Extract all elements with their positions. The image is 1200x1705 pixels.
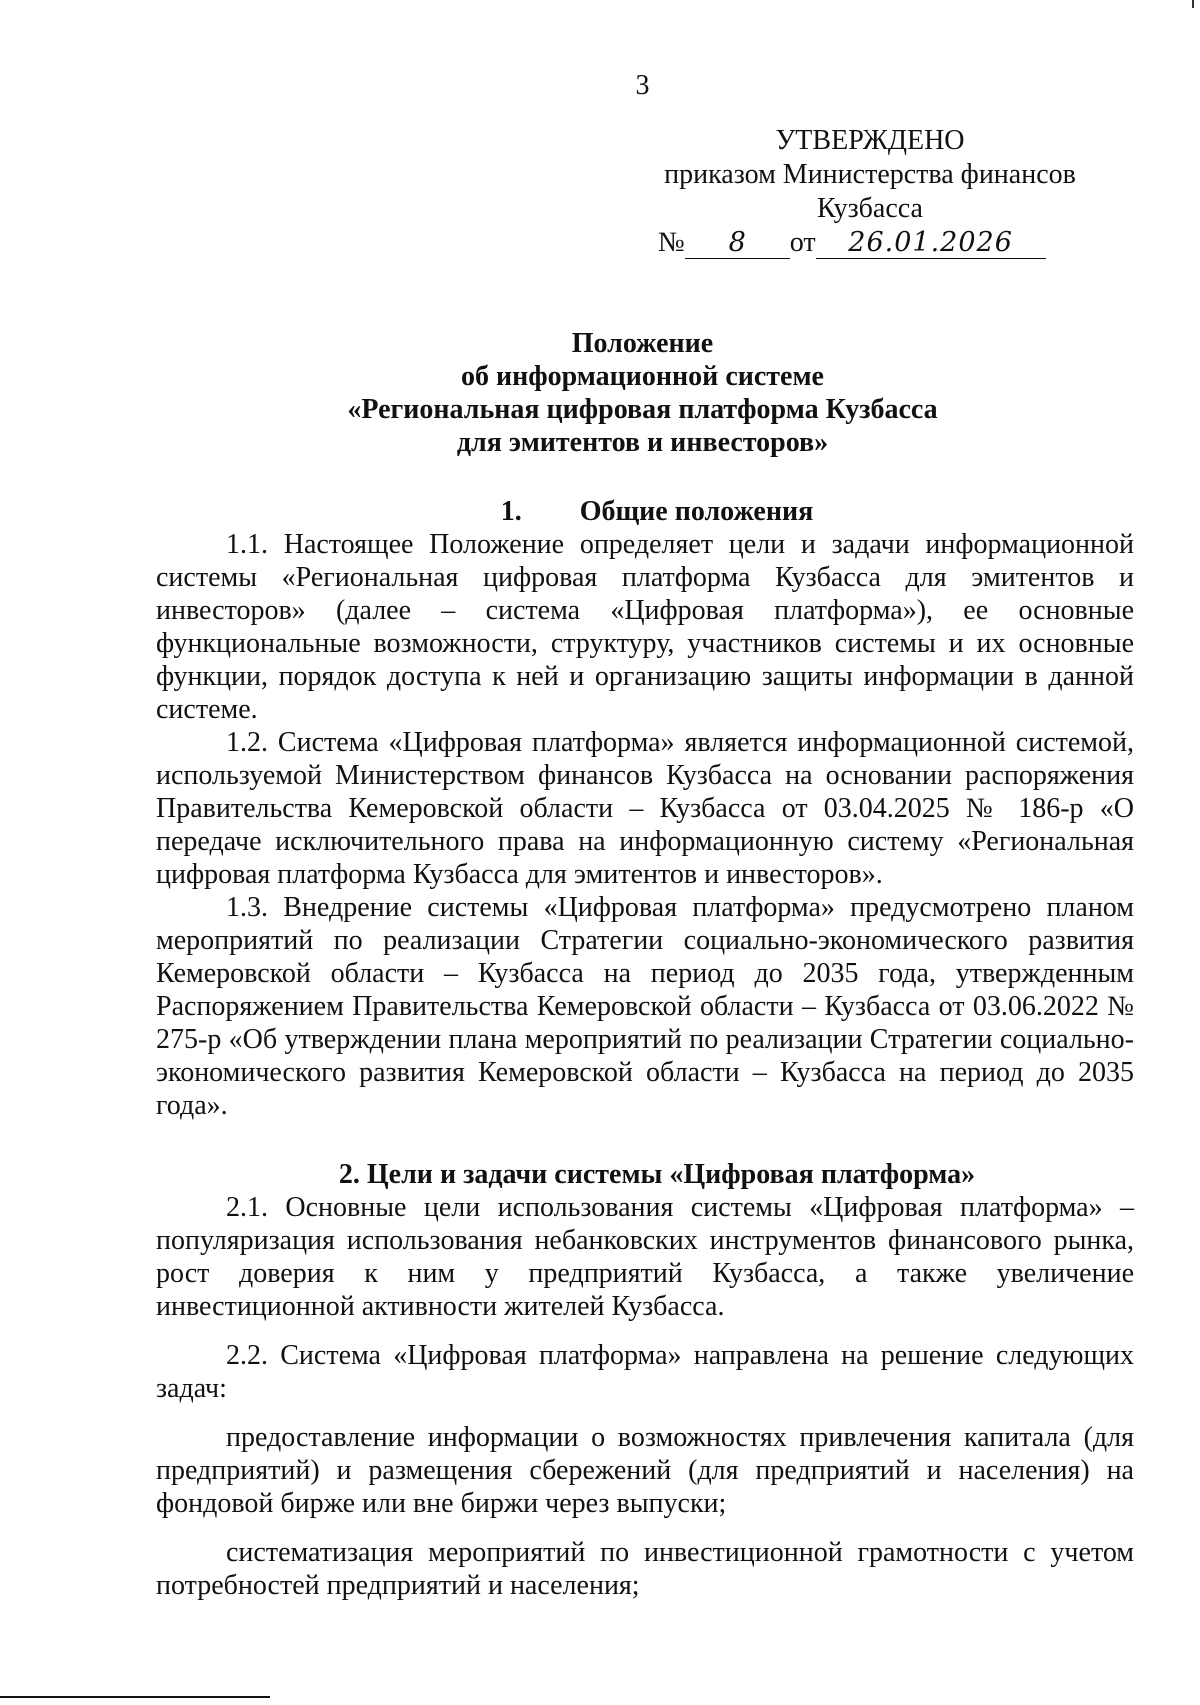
- handwritten-order-date: 26.01.2026: [816, 228, 1046, 259]
- document-body: [156, 495, 1134, 1602]
- date-label: от: [789, 227, 816, 258]
- document-title: [150, 327, 1135, 459]
- paragraph-1-2: 1.2. Система «Цифровая платформа» является информационной системой, используемой Министерством финансов Кузбасса на основании распоряжения Правительства Кемеровской области – Кузбасса от 03.04.2025 № 186-р «О передаче исключительного права на информационную систему «Региональная цифровая платформа Кузбасса для эмитентов и инвесторов».: [156, 727, 1134, 890]
- approval-number-row: [658, 226, 1090, 260]
- paragraph-2-1: 2.1. Основные цели использования системы «Цифровая платформа» – популяризация использования небанковских инструментов финансового рынка, рост доверия к ним у предприятий Кузбасса, а также увеличение инвестиционной активности жителей Кузбасса.: [156, 1192, 1134, 1322]
- approval-heading: УТВЕРЖДЕНО: [775, 125, 965, 156]
- section-2-heading: [156, 1158, 1134, 1191]
- approval-block: [650, 124, 1090, 260]
- title-line-2: об информационной системе: [460, 361, 824, 392]
- approval-line-ministry: Кузбасса: [817, 193, 923, 224]
- scan-corner-mark: [1192, 0, 1194, 8]
- section-1-heading: [156, 495, 1134, 528]
- bottom-divider: [0, 1696, 270, 1698]
- section-1-number: 1.: [500, 496, 522, 527]
- paragraph-1-1: 1.1. Настоящее Положение определяет цели и задачи информационной системы «Региональная цифровая платформа Кузбасса для эмитентов и инвесторов» (далее – система «Цифровая платформа»), ее основные функциональные возможности, структуру, участников системы и их основные функции, порядок доступа к ней и организацию защиты информации в данной системе.: [156, 529, 1134, 725]
- task-item-2: систематизация мероприятий по инвестиционной грамотности с учетом потребностей предприятий и населения;: [156, 1537, 1134, 1601]
- number-label: №: [658, 227, 685, 258]
- page-number: 3: [635, 70, 650, 101]
- title-line-4: для эмитентов и инвесторов»: [456, 427, 829, 458]
- paragraph-1-3: 1.3. Внедрение системы «Цифровая платформа» предусмотрено планом мероприятий по реализации Стратегии социально-экономического развития Кемеровской области – Кузбасса на период до 2035 года, утвержденным Распоряжением Правительства Кемеровской области – Кузбасса от 03.06.2022 № 275-р «Об утверждении плана мероприятий по реализации Стратегии социально-экономического развития Кемеровской области – Кузбасса на период до 2035 года».: [156, 892, 1134, 1121]
- paragraph-2-2: 2.2. Система «Цифровая платформа» направлена на решение следующих задач:: [156, 1340, 1134, 1404]
- title-line-3: «Региональная цифровая платформа Кузбасса: [347, 394, 938, 425]
- section-2-title: Цели и задачи системы «Цифровая платформа»: [366, 1159, 976, 1190]
- approval-line-order: приказом Министерства финансов: [664, 159, 1076, 190]
- handwritten-order-number: 8: [685, 228, 790, 259]
- section-1-title: Общие положения: [579, 496, 814, 527]
- task-item-1: предоставление информации о возможностях привлечения капитала (для предприятий) и размещения сбережений (для предприятий и населения) на фондовой бирже или вне биржи через выпуски;: [156, 1422, 1134, 1519]
- title-line-1: Положение: [571, 328, 714, 359]
- section-2-number: 2.: [338, 1159, 360, 1190]
